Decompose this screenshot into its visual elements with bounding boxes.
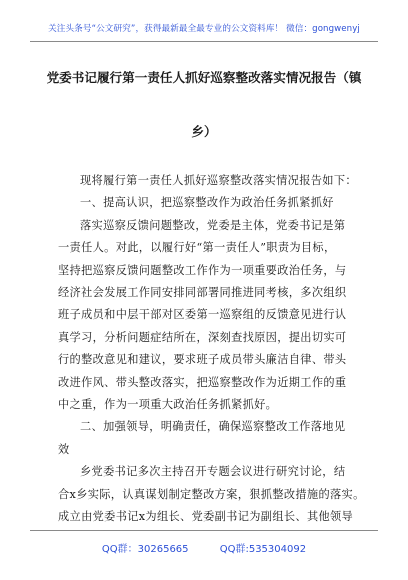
footer [0, 540, 408, 555]
footer-divider [30, 530, 378, 531]
footer-qq-group-1: QQ群：30265665 [101, 544, 189, 555]
body-line: 中之重，作为一项重大政治任务抓紧抓好。 [58, 398, 278, 411]
body-line: 成立由党委书记x为组长、党委副书记为副组长、其他领导 [58, 510, 354, 523]
section-heading-2: 二、加强领导，明确责任，确保巡察整改工作落地见 [80, 420, 346, 434]
body-line: 班子成员和中层干部对区委第一巡察组的反馈意见进行认 [58, 308, 347, 322]
header-divider [30, 41, 378, 42]
section-heading-1: 一、提高认识，把巡察整改作为政治任务抓紧抓好 [80, 196, 334, 210]
body-line: 落实巡察反馈问题整改，党委是主体，党委书记是第 [80, 218, 346, 232]
body-line: 合x乡实际，认真谋划制定整改方案，狠抓整改措施的落实。 [58, 487, 365, 501]
body-line: 乡党委书记多次主持召开专题会议进行研究讨论，结 [80, 465, 346, 479]
header-note: 关注头条号“公文研究”，获得最新最全最专业的公文资料库！ 微信：gongwenyj [48, 24, 360, 34]
section-heading-2-cont: 效 [58, 442, 70, 456]
body-line: 真学习，分析问题症结所在，深刻查找原因，提出切实可 [58, 330, 347, 344]
document-title-line-2: 乡） [191, 124, 217, 139]
body-line: 经济社会发展工作同安排同部署同推进同考核，多次组织 [58, 286, 347, 299]
footer-qq-group-2: QQ群:535304092 [219, 544, 307, 555]
body-line: 改进作风、带头整改落实，把巡察整改作为近期工作的重 [58, 375, 347, 389]
document-title-line-1: 党委书记履行第一责任人抓好巡察整改落实情况报告（镇 [46, 70, 362, 85]
body-line: 现将履行第一责任人抓好巡察整改落实情况报告如下： [80, 174, 357, 187]
body-line: 坚持把巡察反馈问题整改工作作为一项重要政治任务，与 [58, 263, 347, 277]
body-line: 一责任人。对此，以履行好“第一责任人”职责为目标， [58, 241, 336, 255]
body-line: 行的整改意见和建议，要求班子成员带头廉洁自律、带头 [58, 353, 347, 367]
